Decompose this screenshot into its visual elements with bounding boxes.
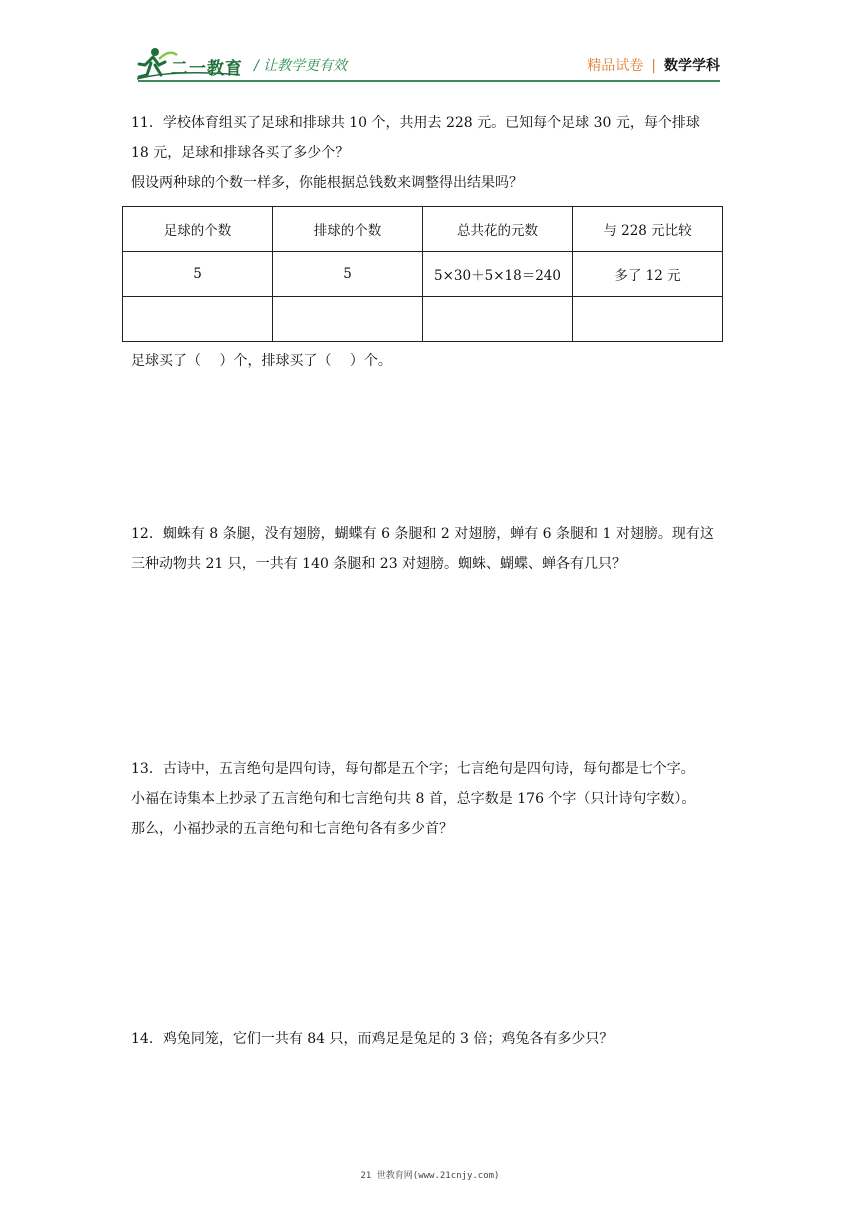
comparison-table [122,206,723,342]
header-separator: | [651,58,656,74]
question-11-answer: 足球买了（ ）个，排球买了（ ）个。 [131,353,392,369]
question-11-line-2: 18 元，足球和排球各买了多少个？ [131,145,350,161]
header-right [587,55,720,75]
header-label: 精品试卷 [587,58,644,74]
table-cell-empty [573,297,723,342]
table-cell: 多了 12 元 [573,252,723,297]
question-12-line-2: 三种动物共 21 只，一共有 140 条腿和 23 对翅膀。蜘蛛、蝴蝶、蝉各有几只？ [131,556,627,572]
question-12-line-1: 12．蜘蛛有 8 条腿，没有翅膀，蝴蝶有 6 条腿和 2 对翅膀，蝉有 6 条腿和 1 对翅膀。现有这 [131,526,714,542]
table-header-cell: 总共花的元数 [423,207,573,252]
table-cell: 5 [123,252,273,297]
question-11-line-3: 假设两种球的个数一样多，你能根据总钱数来调整得出结果吗？ [131,175,523,191]
question-12 [131,519,731,579]
page-header [0,0,860,90]
question-13 [131,754,731,844]
question-13-line-2: 小福在诗集本上抄录了五言绝句和七言绝句共 8 首，总字数是 176 个字（只计诗句字数）。 [131,791,696,807]
table-cell-empty [423,297,573,342]
table-header-cell: 足球的个数 [123,207,273,252]
table-row [123,297,723,342]
table-header-cell: 排球的个数 [273,207,423,252]
table-header-cell: 与 228 元比较 [573,207,723,252]
table-cell: 5×30＋5×18＝240 [423,252,573,297]
table-row [123,252,723,297]
question-13-line-3: 那么，小福抄录的五言绝句和七言绝句各有多少首？ [131,821,453,837]
table-cell-empty [273,297,423,342]
question-11-line-1: 11．学校体育组买了足球和排球共 10 个，共用去 228 元。已知每个足球 30 元，每个排球 [131,115,700,131]
table-header-row [123,207,723,252]
header-subject: 数学学科 [664,58,720,74]
question-14 [131,1024,731,1054]
header-slogan: / 让教学更有效 [254,58,348,74]
question-11 [131,108,731,198]
question-13-line-1: 13．古诗中，五言绝句是四句诗，每句都是五个字；七言绝句是四句诗，每句都是七个字。 [131,761,695,777]
page-footer: 21 世教育网(www.21cnjy.com) [360,1171,500,1181]
table-cell: 5 [273,252,423,297]
header-divider [138,80,720,82]
logo-text: 二一教育 [171,59,243,79]
table-cell-empty [123,297,273,342]
question-14-line-1: 14．鸡兔同笼，它们一共有 84 只，而鸡足是兔足的 3 倍；鸡兔各有多少只？ [131,1031,614,1047]
